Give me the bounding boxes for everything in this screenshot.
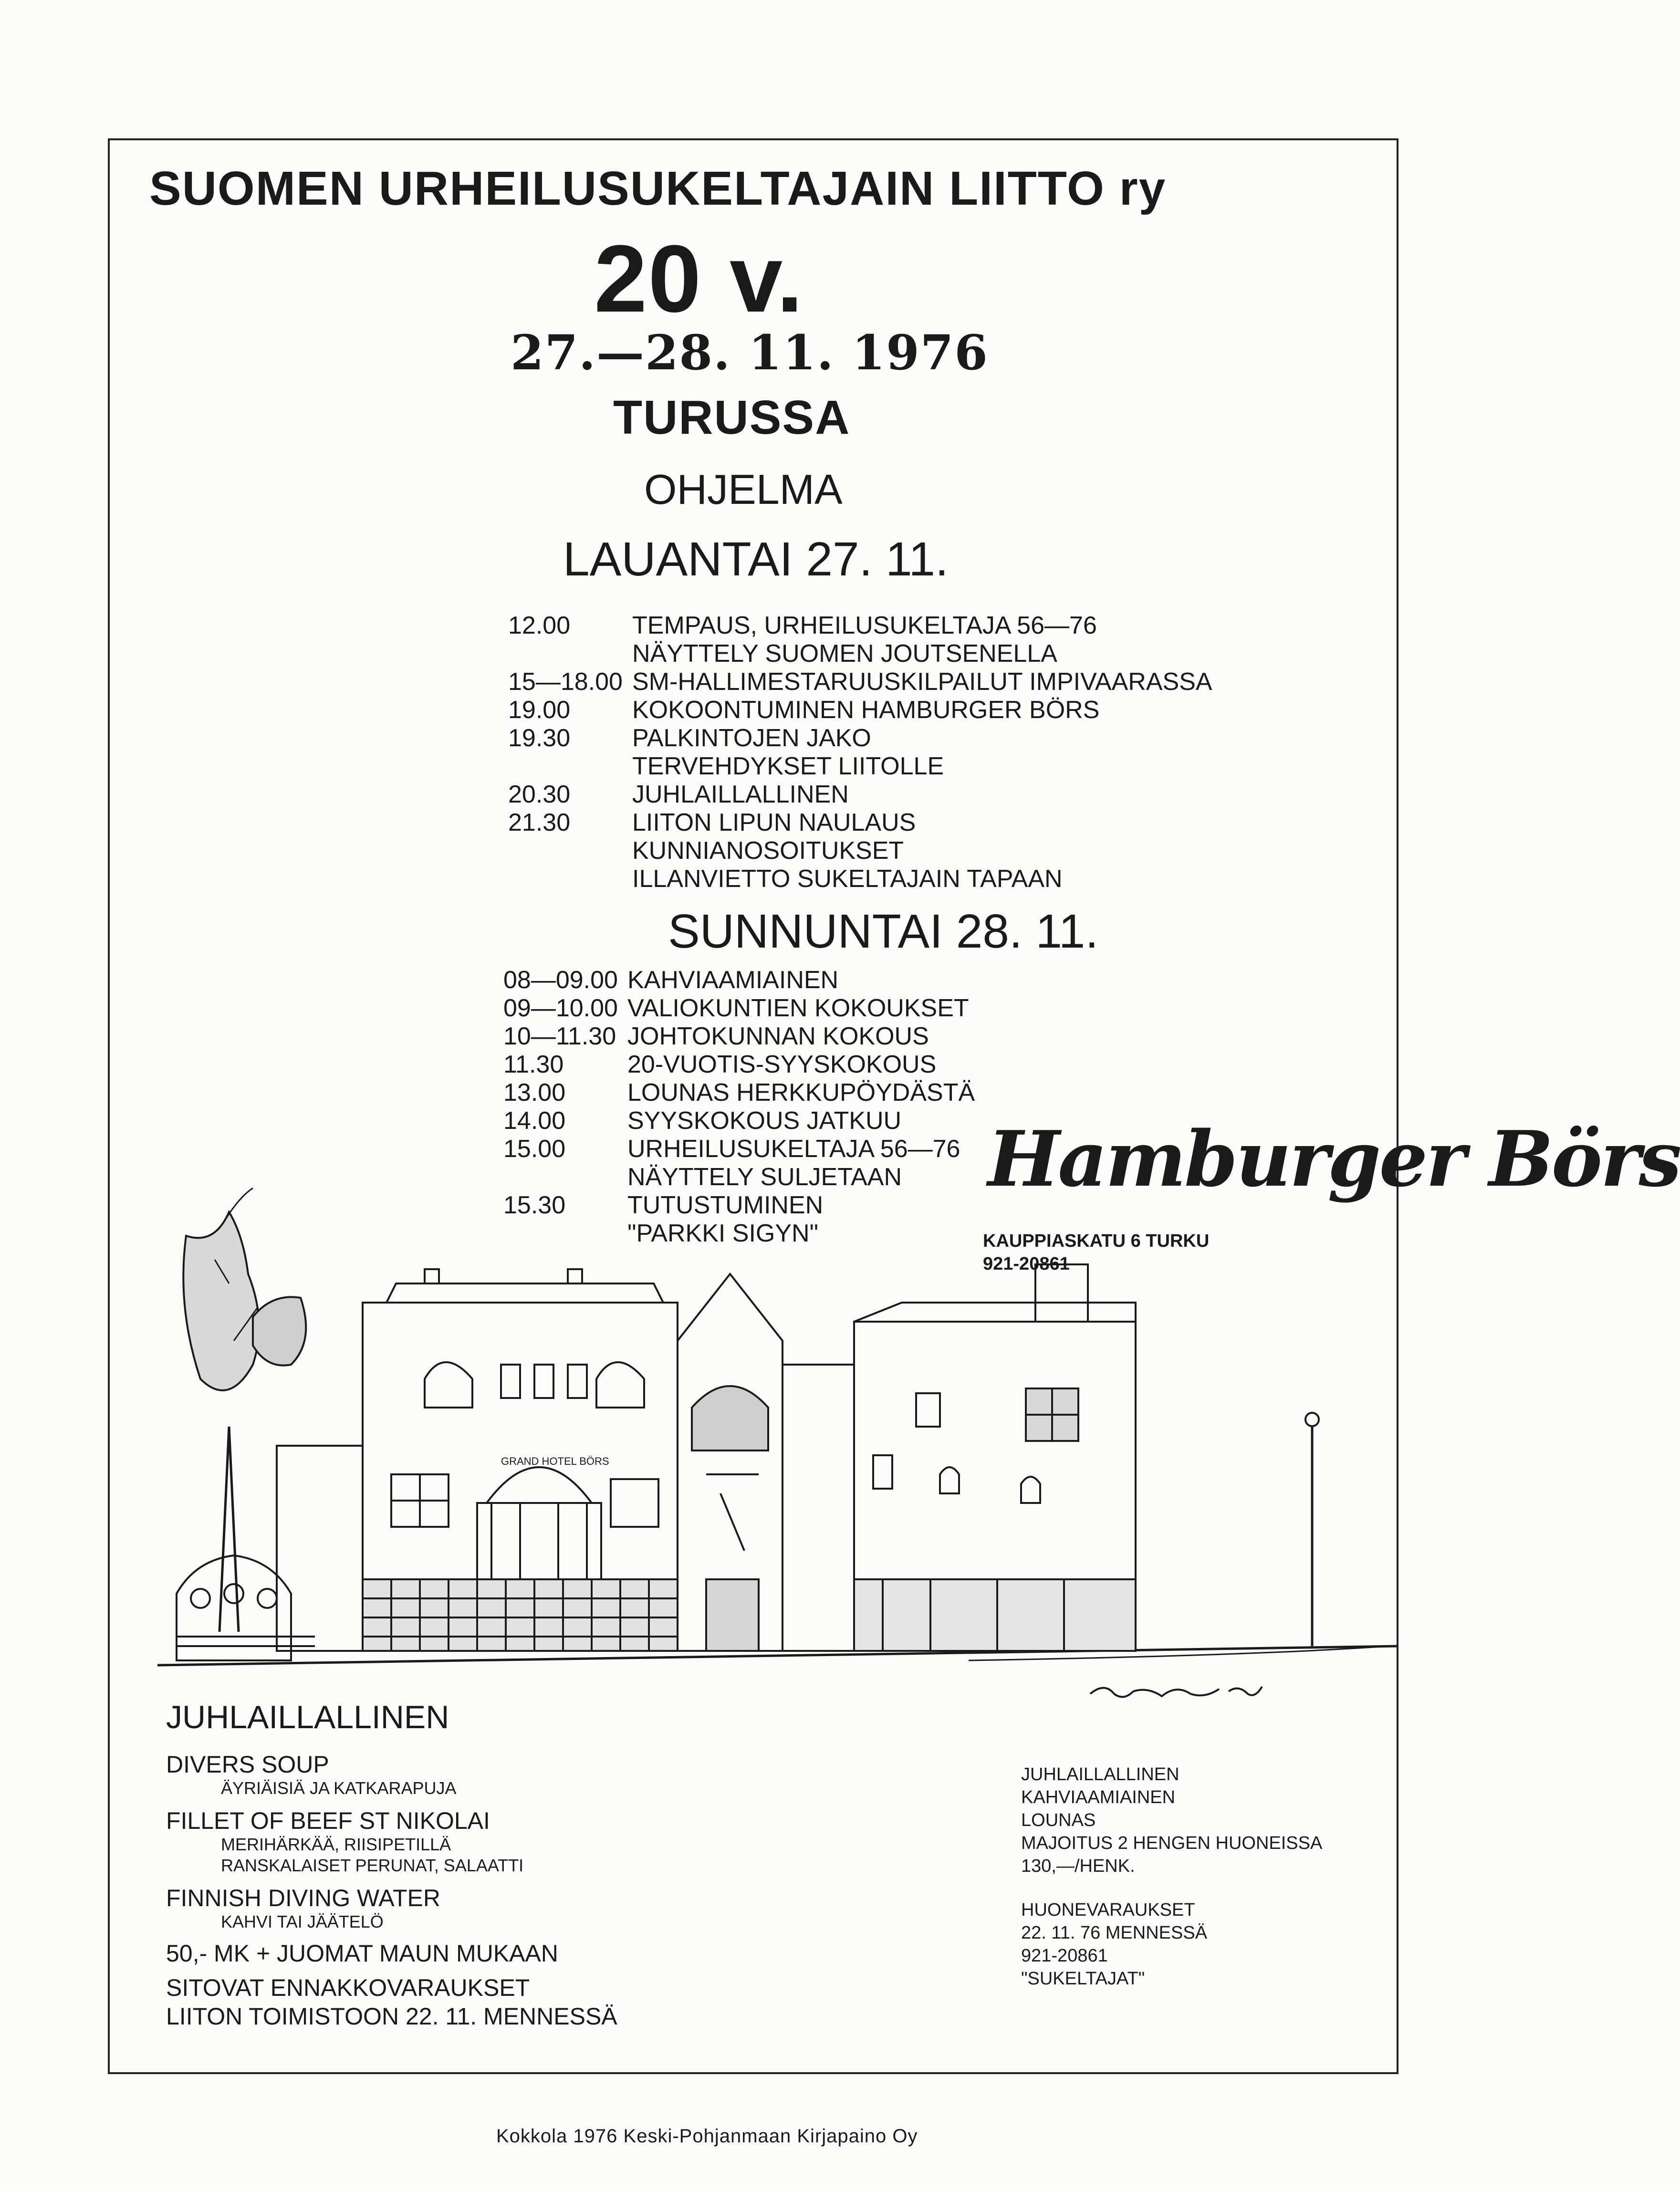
schedule-description: PALKINTOJEN JAKO bbox=[632, 724, 871, 752]
schedule-row bbox=[508, 612, 1212, 640]
booking-line: "SUKELTAJAT" bbox=[1021, 1969, 1145, 1989]
anniversary-title: 20 v. bbox=[594, 226, 804, 332]
tree-illustration bbox=[183, 1188, 306, 1632]
schedule-description: JUHLAILLALLINEN bbox=[632, 781, 849, 808]
schedule-time: 08—09.00 bbox=[503, 966, 618, 994]
schedule-description: NÄYTTELY SULJETAAN bbox=[627, 1163, 902, 1191]
sunday-title: SUNNUNTAI 28. 11. bbox=[668, 905, 1099, 958]
service-line: KAHVIAAMIAINEN bbox=[1021, 1787, 1176, 1807]
right-building bbox=[783, 1264, 1136, 1651]
schedule-time: 11.30 bbox=[503, 1051, 564, 1078]
lamp-post-illustration bbox=[1305, 1413, 1319, 1646]
course-detail: MERIHÄRKÄÄ, RIISIPETILLÄ bbox=[221, 1835, 451, 1854]
schedule-time bbox=[508, 865, 632, 893]
schedule-row bbox=[503, 1022, 975, 1051]
printer-credit: Kokkola 1976 Keski-Pohjanmaan Kirjapaino Oy bbox=[496, 2126, 918, 2147]
dinner-menu bbox=[166, 1751, 617, 2031]
schedule-time bbox=[508, 837, 632, 865]
booking-line: 22. 11. 76 MENNESSÄ bbox=[1021, 1923, 1208, 1943]
hamburger-bors-logo: Hamburger Börs bbox=[988, 1114, 1680, 1204]
dinner-price bbox=[166, 1939, 617, 1968]
reservation-note bbox=[166, 1973, 617, 2031]
schedule-description: 20-VUOTIS-SYYSKOKOUS bbox=[627, 1051, 937, 1078]
course-name: DIVERS SOUP bbox=[166, 1751, 329, 1778]
price-text: 50,- MK + JUOMAT MAUN MUKAAN bbox=[166, 1940, 558, 1967]
event-dates: 27.—28. 11. 1976 bbox=[511, 324, 989, 381]
advert-address: KAUPPIASKATU 6 TURKU bbox=[983, 1231, 1210, 1251]
service-line: JUHLAILLALLINEN bbox=[1021, 1764, 1179, 1784]
schedule-description: KUNNIANOSOITUKSET bbox=[632, 837, 904, 865]
schedule-time: 15.30 bbox=[503, 1191, 566, 1219]
menu-course bbox=[166, 1807, 617, 1876]
schedule-row bbox=[508, 724, 1212, 752]
program-title: OHJELMA bbox=[644, 466, 843, 513]
schedule-time: 14.00 bbox=[503, 1107, 566, 1135]
schedule-row bbox=[508, 865, 1212, 893]
service-line: 130,—/HENK. bbox=[1021, 1856, 1135, 1876]
dinner-title: JUHLAILLALLINEN bbox=[166, 1699, 449, 1735]
schedule-time: 09—10.00 bbox=[503, 994, 618, 1022]
grand-hotel-building bbox=[277, 1269, 678, 1651]
artist-signature bbox=[1085, 1677, 1267, 1706]
services-list bbox=[1021, 1763, 1322, 1990]
service-line: LOUNAS bbox=[1021, 1810, 1096, 1830]
schedule-row bbox=[508, 696, 1212, 724]
course-detail: ÄYRIÄISIÄ JA KATKARAPUJA bbox=[221, 1778, 457, 1798]
schedule-description: TERVEHDYKSET LIITOLLE bbox=[632, 752, 944, 780]
schedule-description: "PARKKI SIGYN" bbox=[627, 1220, 819, 1247]
schedule-description: VALIOKUNTIEN KOKOUKSET bbox=[627, 994, 969, 1022]
schedule-description: LIITON LIPUN NAULAUS bbox=[632, 809, 916, 836]
service-line: MAJOITUS 2 HENGEN HUONEISSA bbox=[1021, 1833, 1323, 1853]
course-name: FILLET OF BEEF ST NIKOLAI bbox=[166, 1807, 490, 1834]
advert-phone: 921-20861 bbox=[983, 1254, 1070, 1274]
schedule-description: KAHVIAAMIAINEN bbox=[627, 966, 839, 994]
course-name: FINNISH DIVING WATER bbox=[166, 1885, 440, 1911]
schedule-row bbox=[503, 966, 975, 994]
schedule-row bbox=[503, 1079, 975, 1107]
schedule-time: 10—11.30 bbox=[503, 1022, 616, 1050]
reservation-note-line: LIITON TOIMISTOON 22. 11. MENNESSÄ bbox=[166, 2003, 617, 2030]
schedule-time: 21.30 bbox=[508, 809, 571, 836]
schedule-description: NÄYTTELY SUOMEN JOUTSENELLA bbox=[632, 640, 1057, 668]
schedule-description: SM-HALLIMESTARUUSKILPAILUT IMPIVAARASSA bbox=[632, 668, 1212, 696]
menu-course bbox=[166, 1751, 617, 1799]
gabled-tower bbox=[678, 1274, 783, 1651]
course-detail: KAHVI TAI JÄÄTELÖ bbox=[221, 1912, 384, 1931]
booking-line: 921-20861 bbox=[1021, 1946, 1108, 1966]
schedule-description: TUTUSTUMINEN bbox=[627, 1191, 824, 1219]
event-city: TURUSSA bbox=[613, 391, 851, 444]
schedule-description: ILLANVIETTO SUKELTAJAIN TAPAAN bbox=[632, 865, 1063, 893]
schedule-row bbox=[508, 781, 1212, 809]
schedule-description: JOHTOKUNNAN KOKOUS bbox=[627, 1022, 929, 1050]
schedule-row bbox=[508, 640, 1212, 668]
course-detail: RANSKALAISET PERUNAT, SALAATTI bbox=[221, 1856, 524, 1875]
schedule-time bbox=[508, 640, 632, 668]
schedule-row bbox=[503, 1107, 975, 1135]
reservation-note-line: SITOVAT ENNAKKOVARAUKSET bbox=[166, 1974, 530, 2001]
schedule-row bbox=[508, 752, 1212, 781]
schedule-row bbox=[503, 994, 975, 1022]
menu-course bbox=[166, 1885, 617, 1932]
schedule-time: 15—18.00 bbox=[508, 668, 623, 696]
schedule-description: TEMPAUS, URHEILUSUKELTAJA 56—76 bbox=[632, 612, 1097, 639]
schedule-description: URHEILUSUKELTAJA 56—76 bbox=[627, 1135, 960, 1163]
schedule-description: LOUNAS HERKKUPÖYDÄSTÄ bbox=[627, 1079, 975, 1106]
schedule-time: 20.30 bbox=[508, 781, 571, 808]
schedule-time: 13.00 bbox=[503, 1079, 566, 1106]
hotel-sign: GRAND HOTEL BÖRS bbox=[501, 1455, 609, 1467]
schedule-time bbox=[508, 752, 632, 781]
schedule-time: 19.00 bbox=[508, 696, 571, 724]
booking-line: HUONEVARAUKSET bbox=[1021, 1900, 1195, 1920]
schedule-time: 19.30 bbox=[508, 724, 571, 752]
schedule-description: KOKOONTUMINEN HAMBURGER BÖRS bbox=[632, 696, 1100, 724]
saturday-title: LAUANTAI 27. 11. bbox=[563, 532, 949, 586]
schedule-row bbox=[503, 1051, 975, 1079]
schedule-row bbox=[508, 809, 1212, 837]
organization-title: SUOMEN URHEILUSUKELTAJAIN LIITTO ry bbox=[149, 162, 1167, 215]
schedule-row bbox=[508, 837, 1212, 865]
pavilion bbox=[177, 1555, 315, 1660]
saturday-schedule bbox=[508, 612, 1212, 893]
schedule-row bbox=[508, 668, 1212, 696]
hotel-building-illustration bbox=[157, 1140, 1398, 1689]
schedule-description: SYYSKOKOUS JATKUU bbox=[627, 1107, 902, 1135]
schedule-time: 12.00 bbox=[508, 612, 571, 639]
schedule-time: 15.00 bbox=[503, 1135, 566, 1163]
